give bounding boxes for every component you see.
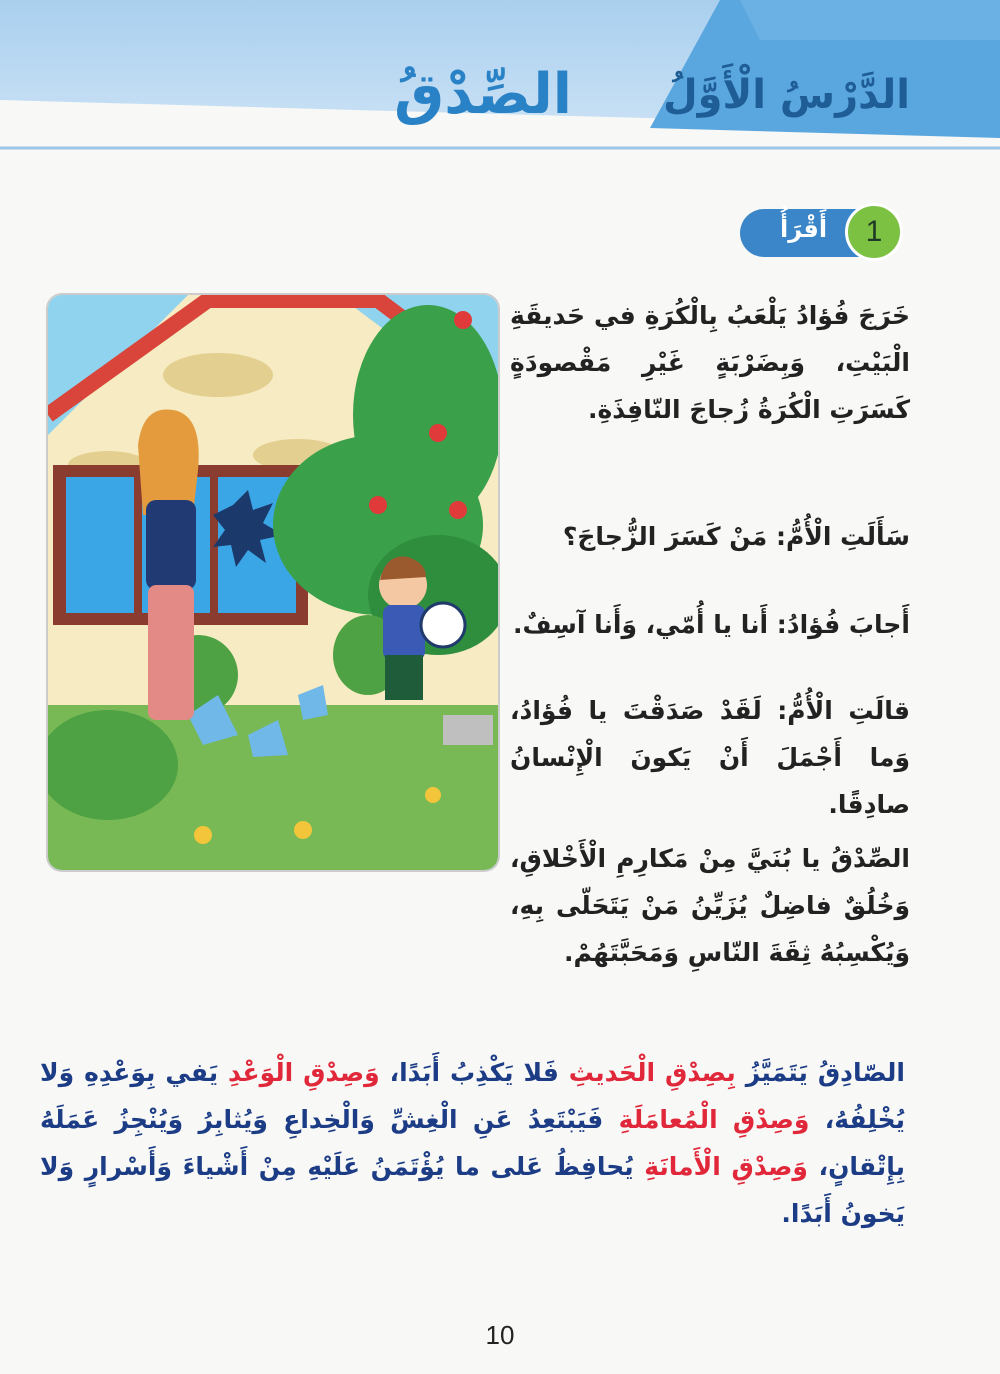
lesson-label: الدَّرْسُ الْأَوَّلُ [662, 72, 910, 118]
para6-segment: الصّادِقُ يَتَمَيَّزُ [735, 1058, 905, 1087]
para6-segment: فَيَبْتَعِدُ عَنِ الْغِشِّ وَالْخِداعِ وَيُثابِرُ وَيُنْجِزُ عَمَلَهُ بِإِتْقانٍ، [40, 1105, 905, 1181]
paragraph-2: سَأَلَتِ الْأُمُّ: مَنْ كَسَرَ الزُّجاجَ؟ [562, 522, 910, 551]
paragraph-1: خَرَجَ فُؤادُ يَلْعَبُ بِالْكُرَةِ في حَديقَةِ الْبَيْتِ، وَبِضَرْبَةٍ غَيْرِ مَقْصودَةٍ كَسَرَتِ الْكُرَةُ زُجاجَ النّافِذَةِ. [510, 301, 910, 424]
paragraph-4: قالَتِ الْأُمُّ: لَقَدْ صَدَقْتَ يا فُؤادُ، وَما أَجْمَلَ أَنْ يَكونَ الْإِنْسانُ صادِقًا. [510, 696, 910, 819]
highlight-honest-speech: بِصِدْقِ الْحَديثِ [568, 1058, 736, 1087]
lesson-header [0, 0, 1000, 155]
para6-segment: فَلا يَكْذِبُ أَبَدًا، [379, 1058, 569, 1087]
story-illustration [48, 295, 498, 870]
highlight-honest-trust: وَصِدْقِ الْأَمانَةِ [644, 1152, 808, 1181]
paragraph-3: أَجابَ فُؤادُ: أَنا يا أُمّي، وَأَنا آسِفٌ. [512, 610, 910, 639]
para6-segment: يَفي بِوَعْدِهِ وَلا يُخْلِفُهُ، [40, 1058, 905, 1134]
paragraph-6 [40, 1049, 905, 1237]
highlight-honest-promise: وَصِدْقِ الْوَعْدِ [228, 1058, 380, 1087]
lesson-title: الصِّدْقُ [394, 62, 572, 127]
read-number: 1 [865, 215, 883, 248]
highlight-honest-dealing: وَصِدْقِ الْمُعامَلَةِ [618, 1105, 810, 1134]
para6-segment: يُحافِظُ عَلى ما يُؤْتَمَنُ عَلَيْهِ مِنْ أَشْياءَ وَأَسْرارٍ وَلا يَخونُ أَبَدًا. [40, 1152, 905, 1228]
page-number: 10 [485, 1320, 515, 1350]
paragraph-5: الصِّدْقُ يا بُنَيَّ مِنْ مَكارِمِ الْأَخْلاقِ، وَخُلُقٌ فاضِلٌ يُزَيِّنُ مَنْ يَتَحَلّى بِهِ، وَيُكْسِبُهُ ثِقَةَ النّاسِ وَمَحَبَّتَهُمْ. [510, 844, 910, 967]
read-section-badge [740, 203, 905, 261]
read-label: أَقْرَأُ [780, 215, 828, 243]
illustration-scene [48, 295, 498, 870]
